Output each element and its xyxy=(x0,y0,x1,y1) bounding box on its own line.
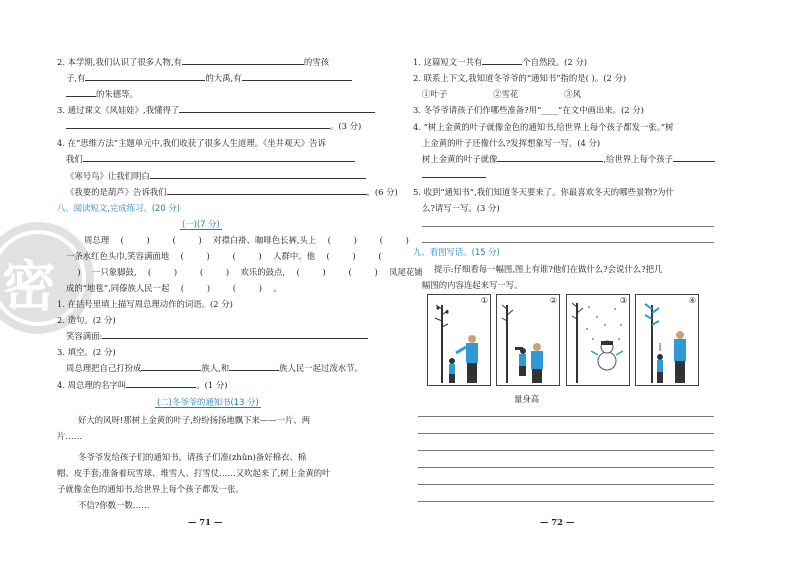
picture-caption: 量身高 xyxy=(514,394,540,404)
reading-q2-line: 笑容满面: xyxy=(66,330,368,342)
part-1-title: (一)(7 分) xyxy=(182,219,220,229)
passage-1-line-1: 周总理 ( ) ( ) 对襟白褂、咖啡色长裤,头上 ( ) ( ) xyxy=(84,235,409,245)
passage-1-line-4: 成的“地毯”,同傣族人民一起 ( ) ( ) 。 xyxy=(66,283,282,293)
answer-line xyxy=(422,242,714,243)
story-line-3: 冬爷爷发给孩子们的通知书。请孩子们准(zhǔn)备好棉衣、棉 xyxy=(78,452,307,462)
reading-q2: 2. 造句。(2 分) xyxy=(57,315,116,325)
right-q4-line-3: 树上金黄的叶子就像 ,给世界上每个孩子 xyxy=(422,153,715,165)
part-2-title: (二)冬爷爷的通知书(13 分) xyxy=(157,397,259,407)
question-4-line-3: 《寒号鸟》让我们明白 xyxy=(66,170,366,182)
right-q5-line-2: 么?请写一写。(3 分) xyxy=(422,203,500,213)
reading-q3-line: 周总理把自己打扮成 族人,和 族人民一起过泼水节。 xyxy=(66,363,363,373)
story-line-5: 子就像金色的通知书,给世界上每个孩子都发一张。 xyxy=(57,484,244,494)
right-q2: 2. 联系上下文,我知道冬爷爷的“通知书”指的是( )。(2 分) xyxy=(413,73,627,83)
picture-3: ③ xyxy=(566,294,630,386)
option-2: ②雪花 xyxy=(493,89,519,99)
question-2-line-3: 的朱德等。 xyxy=(66,88,138,100)
passage-1-line-3: ) 一只象脚鼓, ( ) ( ) 欢乐的鼓点, ( ) ( ) 凤尾花铺 xyxy=(77,267,423,277)
reading-q3: 3. 填空。(2 分) xyxy=(57,347,116,357)
section-8-title: 八、阅读短文,完成练习。(20 分) xyxy=(57,203,181,213)
hint-line-1: 提示:仔细看每一幅图,图上有谁?他们在做什么?会说什么?把几 xyxy=(434,264,663,274)
question-4-line-2: 我们 xyxy=(66,153,355,165)
stamp-char: 密 xyxy=(2,255,56,318)
picture-4: ④ xyxy=(635,294,699,386)
right-q2-options xyxy=(422,88,581,100)
right-q3: 3. 冬爷爷请孩子们作哪些准备?用“____”在文中画出来。(2 分) xyxy=(413,105,644,115)
writing-line xyxy=(418,433,714,434)
question-4-line-4: 《我要的是葫芦》告诉我们 。(6 分) xyxy=(66,187,398,197)
passage-1-line-2: 一条水红色头巾,笑容满面地 ( ) ( ) 人群中。他 ( ) ( xyxy=(66,251,382,261)
question-2-line-2: 子,有 的大禹,有 xyxy=(66,72,352,84)
story-line-4: 帽、皮手套;准备着玩雪球、堆雪人、打雪仗……又吹起来了,树上金黄的叶 xyxy=(57,468,331,478)
writing-line xyxy=(418,450,714,451)
right-q4-line-2: 上金黄的叶子还像什么?发挥想象写一写。(4 分) xyxy=(422,138,601,148)
reading-q4: 4. 周总理的名字叫 。(1 分) xyxy=(57,380,228,390)
option-3: ③风 xyxy=(564,89,581,99)
reading-q1: 1. 在括号里填上描写周总理动作的词语。(2 分) xyxy=(57,299,233,309)
option-1: ①叶子 xyxy=(422,89,448,99)
right-q4-line-1: 4. “树上金黄的叶子就像金色的通知书,给世界上每个孩子都发一张。”树 xyxy=(413,122,674,132)
story-line-6: 不信?你数一数…… xyxy=(78,500,150,510)
answer-line xyxy=(422,226,714,227)
right-q5-line-1: 5. 收到“通知书”,我们知道冬天要来了。你最喜欢冬天的哪些景物?为什 xyxy=(413,187,674,197)
picture-1: ① xyxy=(427,294,491,386)
writing-line xyxy=(418,416,714,417)
page-number-right: — 72 — xyxy=(540,517,575,527)
story-line-2: 片…… xyxy=(57,431,83,441)
question-2-line-1: 2. 本学期,我们认识了很多人物,有 的雪孩 xyxy=(57,57,329,67)
right-q4-line-4 xyxy=(422,169,486,181)
question-4-line-1: 4. 在“思维方法”主题单元中,我们收获了很多人生道理。《坐井观天》告诉 xyxy=(57,138,326,148)
question-3-line-1: 3. 通过课文《风娃娃》,我懂得了 xyxy=(57,104,375,116)
picture-2: ② xyxy=(496,294,560,386)
story-line-1: 好大的风呀!那树上金黄的叶子,纷纷扬扬地飘下来——一片、两 xyxy=(78,415,311,425)
writing-line xyxy=(418,467,714,468)
page-number-left: — 71 — xyxy=(188,517,223,527)
right-q1: 1. 这篇短文一共有 个自然段。(2 分) xyxy=(413,57,588,67)
question-3-line-2: 。(3 分) xyxy=(66,120,361,132)
writing-line xyxy=(418,501,714,502)
section-9-title: 九、看图写话。(15 分) xyxy=(413,247,500,257)
writing-line xyxy=(418,484,714,485)
right-page xyxy=(400,0,800,580)
hint-line-2: 幅图的内容连起来写一写。 xyxy=(422,280,523,290)
